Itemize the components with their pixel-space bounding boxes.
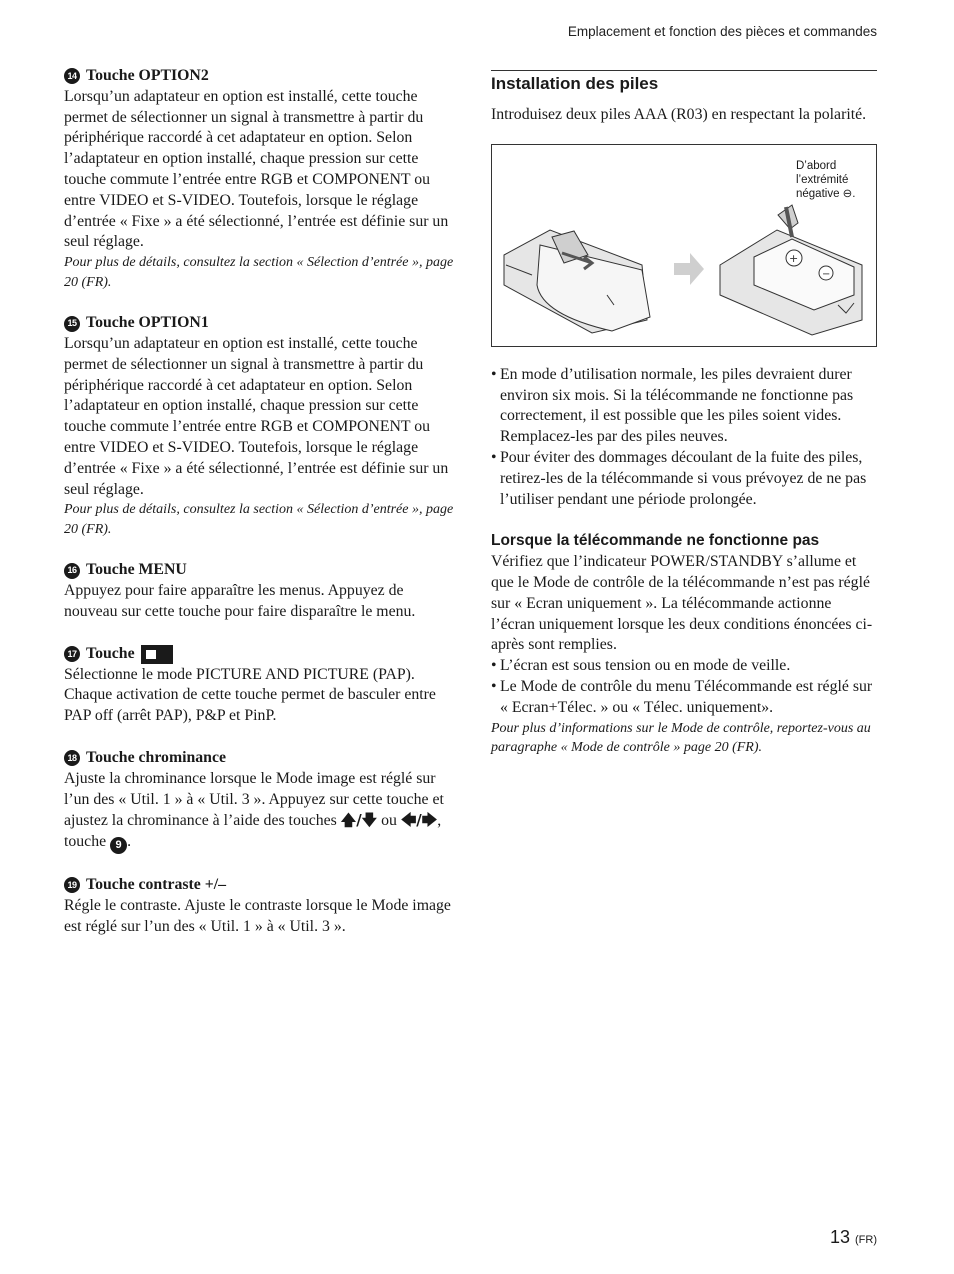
ref-number-badge: 9 [110,837,127,854]
item-title: Touche [86,644,135,662]
subsection-title: Lorsque la télécommande ne fonctionne pas [491,532,820,550]
list-item: • En mode d’utilisation normale, les piles devraient durer environ six mois. Si la télécommande ne fonctionne pas correctement, il est possible que les piles soient vides. Remplacez-les par des piles neuves. [491,365,877,448]
page-number: 13 (FR) [829,1227,877,1247]
list-item: • Pour éviter des dommages découlant de la fuite des piles, retirez-les de la télécommande si vous prévoyez de ne pas l’utiliser pendant une période prolongée. [491,448,877,510]
item-body: Appuyez pour faire apparaître les menus. Appuyez de nouveau sur cette touche pour faire disparaître le menu. [64,582,416,620]
item-body: Régle le contraste. Ajuste le contraste lorsque le Mode image est réglé sur l’un des « Util. 1 » à « Util. 3 ». [64,896,451,935]
item-option2 [64,66,454,292]
item-title: Touche chrominance [86,748,226,766]
section-title: Installation des piles [491,74,659,93]
right-column [491,70,877,758]
item-menu [64,560,454,622]
item-body: Sélectionne le mode PICTURE AND PICTURE (PAP). Chaque activation de cette touche permet de basculer entre PAP off (arrêt PAP), P&P et PinP. [64,665,436,725]
item-number-badge: 14 [64,68,80,84]
remote-open-illustration [504,230,650,333]
item-title: Touche contraste +/– [86,876,227,893]
item-number-badge: 17 [64,646,80,662]
item-pap [64,644,454,727]
item-title: Touche OPTION1 [86,314,209,332]
item-number-badge: 15 [64,316,80,332]
up-down-arrow-icon: 🡅/🡇 [340,811,378,830]
item-body: Ajuste la chrominance lorsque le Mode image est réglé sur l’un des « Util. 1 » à « Util. 3 ». Appuyez sur cette touche et ajustez la chrominance à l’aide des touches 🡅/🡇 ou 🡄/🡆, touche 9 . [64,769,454,854]
pap-key-icon [141,645,173,664]
subsection-note: Pour plus d’informations sur le Mode de contrôle, reportez-vous au paragraphe « Mode de contrôle » page 20 (FR). [491,720,871,756]
item-option1 [64,313,454,539]
subsection-body: Vérifiez que l’indicateur POWER/STANDBY s’allume et que le Mode de contrôle de la télécommande n’est pas réglé sur « Ecran uniquement ». La télécommande actionne l’écran uniquement lorsque les deux conditions énoncées ci-après sont remplies. [491,553,873,654]
intro-text: Introduisez deux piles AAA (R03) en respectant la polarité. [491,106,867,123]
item-number-badge: 19 [64,877,80,893]
item-title: Touche MENU [86,561,187,579]
section-rule [491,70,877,95]
item-title: Touche OPTION2 [86,67,209,84]
list-item: • L’écran est sous tension ou en mode de veille. [491,656,877,677]
left-column [64,66,454,958]
svg-text:−: − [822,268,831,280]
battery-notes-list [491,365,877,511]
item-number-badge: 18 [64,750,80,766]
item-note: Pour plus de détails, consultez la section « Sélection d’entrée », page 20 (FR). [64,255,454,290]
left-right-arrow-icon: 🡄/🡆 [400,811,438,830]
figure-callout-label: D’abord l’extrémité négative ⊖. [796,159,856,200]
item-body: Lorsqu’un adaptateur en option est installé, cette touche permet de sélectionner un signal à transmettre à partir du périphérique raccordé à cet adaptateur en option. Selon l’adaptateur en option installé, chaque pression sur cette touche commute l’entrée entre RGB et COMPONENT ou entre VIDEO et S-VIDEO. Toutefois, lorsque le réglage d’entrée « Fixe » a été sélectionné, l’entrée est définie sur un seul réglage. [64,87,449,251]
item-body: Lorsqu’un adaptateur en option est installé, cette touche permet de sélectionner un signal à transmettre à partir du périphérique raccordé à cet adaptateur en option. Selon l’adaptateur en option installé, chaque pression sur cette touche commute l’entrée entre RGB et COMPONENT ou entre VIDEO et S-VIDEO. Toutefois, lorsque le réglage d’entrée « Fixe » a été sélectionné, l’entrée est définie sur un seul réglage. [64,334,449,498]
battery-figure [491,144,877,347]
conditions-list [491,656,877,718]
list-item: • Le Mode de contrôle du menu Télécommande est réglé sur « Ecran+Télec. » ou « Télec. uniquement». [491,677,877,719]
svg-text:+: + [789,251,799,265]
right-arrow-icon [674,253,704,285]
item-contrast [64,875,454,937]
item-number-badge: 16 [64,563,80,579]
item-note: Pour plus de détails, consultez la section « Sélection d’entrée », page 20 (FR). [64,502,454,537]
remote-battery-illustration-closed [720,205,862,335]
running-header: Emplacement et fonction des pièces et commandes [567,24,877,39]
item-chrominance [64,748,454,854]
